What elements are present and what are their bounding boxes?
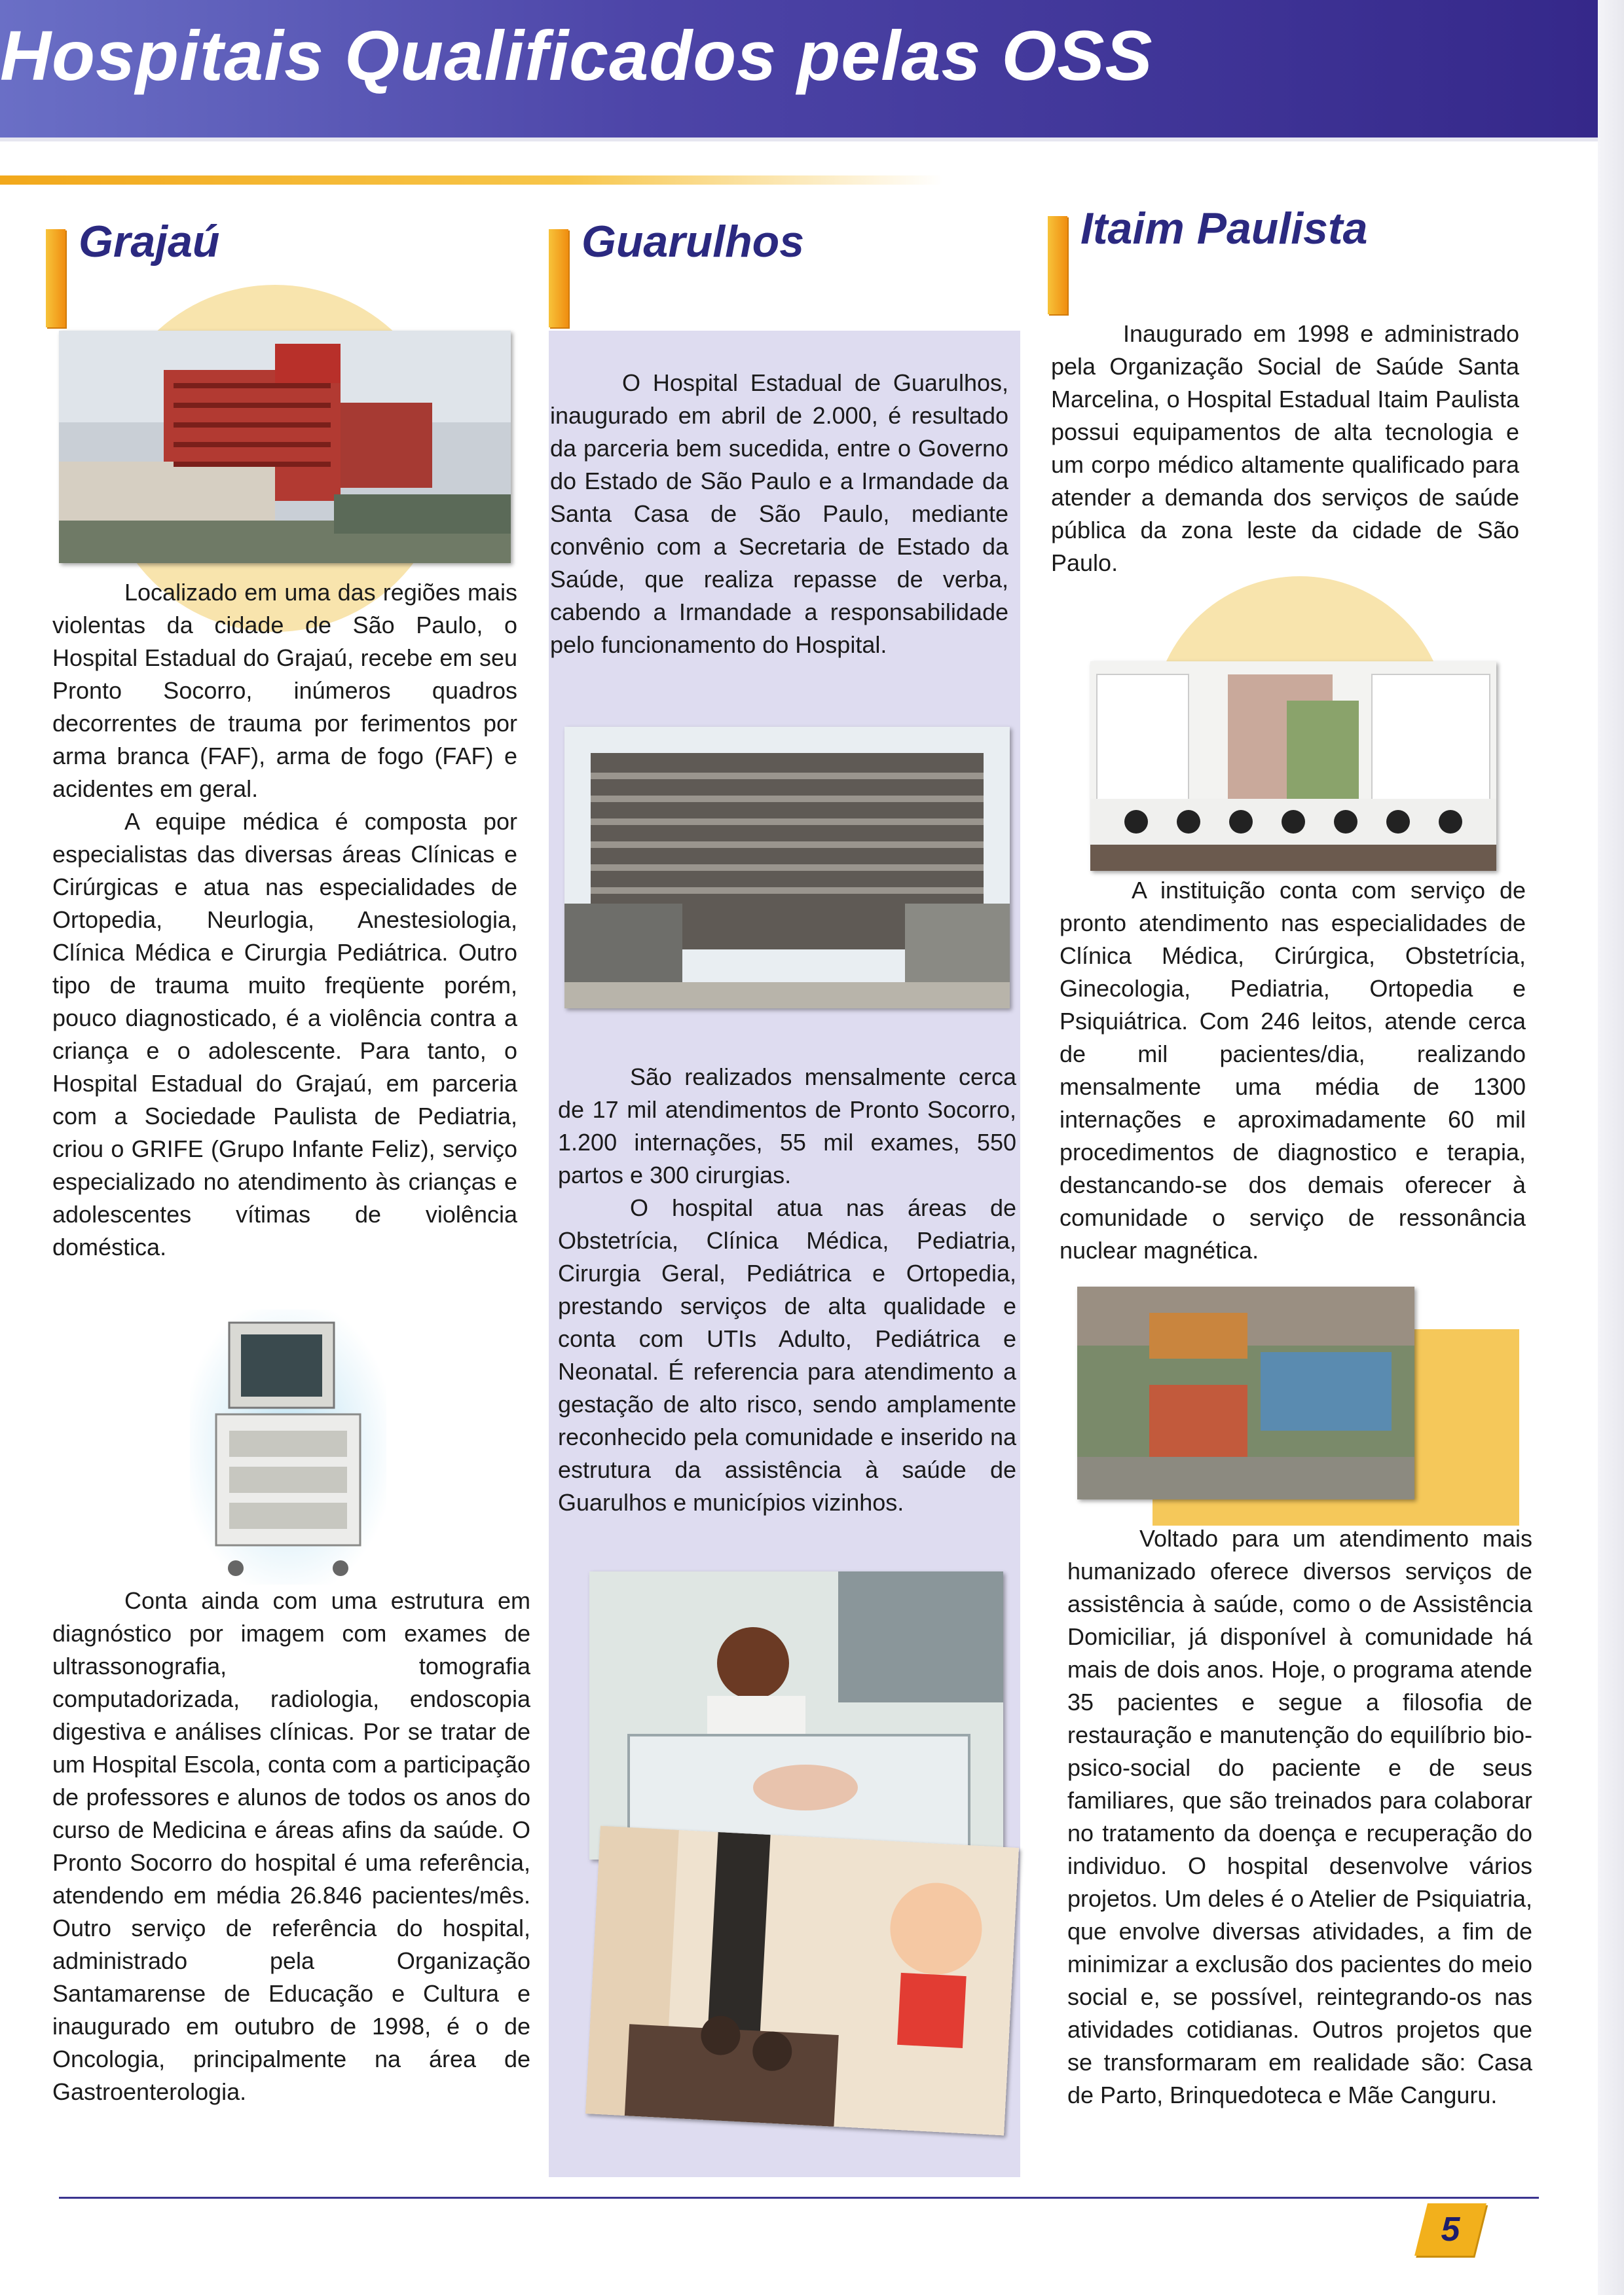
paragraph: São realizados mensalmente cerca de 17 mil atendimentos de Pronto Socorro, 1.200 internações, 55 mil exames, 550 partos e 300 cirurgias. bbox=[558, 1063, 1016, 1188]
itaim-text-2 bbox=[1060, 874, 1526, 1267]
guarulhos-text-1 bbox=[550, 367, 1008, 661]
itaim-header bbox=[1048, 203, 1532, 314]
guarulhos-header bbox=[549, 216, 1027, 327]
footer-rule bbox=[59, 2197, 1539, 2199]
guarulhos-section bbox=[549, 216, 1027, 327]
hospital-building-icon bbox=[564, 727, 1010, 1008]
pediatric-room-photo bbox=[585, 1826, 1019, 2136]
paragraph: O hospital atua nas áreas de Obstetrícia, Clínica Médica, Pediatria, Cirurgia Geral, Pediátrica e Ortopedia, prestando serviços de alta qualidade e conta com UTIs Adulto, Pediátrica e Neonatal. É referencia para atendimento a gestação de alto risco, sendo amplamente reconhecido pela comunidade e inserido na estrutura da assistência à saúde de Guarulhos e municípios vizinhos. bbox=[558, 1194, 1016, 1516]
page-number: 5 bbox=[1441, 2211, 1460, 2249]
itaim-text-1 bbox=[1051, 318, 1519, 579]
page-title: Hospitais Qualificados pelas OSS bbox=[0, 16, 1153, 95]
section-marker bbox=[549, 229, 568, 327]
grajau-text-2 bbox=[52, 1585, 530, 2108]
page-number-badge bbox=[1414, 2203, 1486, 2256]
page-edge bbox=[1598, 0, 1624, 2295]
paragraph: A equipe médica é composta por especialistas das diversas áreas Clínicas e Cirúrgicas e atua nas especialidades de Ortopedia, Neurlogia, Anestesiologia, Clínica Médica e Cirurgia Pediátrica. Outro tipo de trauma muito freqüente porém, pouco diagnosticado, é a violência contra a criança e o adolescente. Para tanto, o Hospital Estadual do Grajaú, em parceria com a Sociedade Paulista de Pediatria, criou o GRIFE (Grupo Infante Feliz), serviço especializado no atendimento às crianças e adolescentes vítimas de violência doméstica. bbox=[52, 808, 517, 1260]
incubator-icon bbox=[589, 1571, 1003, 1860]
medical-equipment-photo bbox=[190, 1310, 386, 1585]
grajau-text-1 bbox=[52, 576, 517, 1264]
itaim-section bbox=[1048, 203, 1532, 314]
itaim-text-3 bbox=[1067, 1522, 1532, 2112]
medical-monitor-icon bbox=[190, 1310, 386, 1585]
children-room-icon bbox=[585, 1826, 1019, 2136]
paragraph: A instituição conta com serviço de pronto atendimento nas especialidades de Clínica Médica, Cirúrgica, Obstetrícia, Ginecologia, Pediatria, Ortopedia e Psiquiátrica. Com 246 leitos, atende cerca de mil pacientes/dia, realizando mensalmente uma média de 1300 internações e aproximadamente 60 mil procedimentos de diagnostico e terapia, destancando-se dos demais oferecer à comunidade o serviço de ressonância nuclear magnética. bbox=[1060, 877, 1526, 1264]
hospital-building-icon bbox=[1090, 661, 1496, 871]
grajau-heading: Grajaú bbox=[79, 217, 220, 266]
itaim-aerial-photo bbox=[1077, 1287, 1414, 1499]
paragraph: O Hospital Estadual de Guarulhos, inaugurado em abril de 2.000, é resultado da parceria bem sucedida, entre o Governo do Estado de São Paulo e a Irmandade da Santa Casa de São Paulo, mediante convênio com a Secretaria de Estado da Saúde, que realiza repasse de verba, cabendo a Irmandade a responsabilidade pelo funcionamento do Hospital. bbox=[550, 369, 1008, 658]
paragraph: Conta ainda com uma estrutura em diagnóstico por imagem com exames de ultrassonografia, tomografia computadorizada, radiologia, endoscopia digestiva e análises clínicas. Por se tratar de um Hospital Escola, conta com a participação de professores e alunos de todos os anos do curso de Medicina e áreas afins da saúde. O Pronto Socorro do hospital é uma referência, atendendo em média 26.846 pacientes/mês. Outro serviço de referência do hospital, administrado pela Organização Santamarense de Educação e Cultura e inaugurado em outubro de 1998, é o de Oncologia, principalmente na área de Gastroenterologia. bbox=[52, 1587, 530, 2105]
grajau-hospital-photo bbox=[59, 331, 511, 563]
paragraph: Inaugurado em 1998 e administrado pela Organização Social de Saúde Santa Marcelina, o Hospital Estadual Itaim Paulista possui equipamentos de alta tecnologia e um corpo médico altamente qualificado para atender a demanda dos serviços de saúde pública da zona leste da cidade de São Paulo. bbox=[1051, 320, 1519, 576]
section-marker bbox=[46, 229, 65, 327]
guarulhos-heading: Guarulhos bbox=[581, 217, 805, 266]
page-header bbox=[0, 0, 1598, 141]
itaim-hospital-photo bbox=[1090, 661, 1496, 871]
aerial-campus-icon bbox=[1077, 1287, 1414, 1499]
neonatal-care-photo bbox=[589, 1571, 1003, 1860]
guarulhos-text-2 bbox=[558, 1061, 1016, 1519]
paragraph: Voltado para um atendimento mais humanizado oferece diversos serviços de assistência à saúde, como o de Assistência Domiciliar, já disponível à comunidade há mais de dois anos. Hoje, o programa atende 35 pacientes e segue a filosofia de restauração e manutenção do equilíbrio bio-psico-social do paciente e de seus familiares, que são treinados para colaborar no tratamento da doença e recuperação do individuo. O hospital desenvolve vários projetos. Um deles é o Atelier de Psiquiatria, que envolve diversas atividades, a fim de minimizar a exclusão dos pacientes do meio social e, se possível, reintegrando-os nas atividades cotidianas. Outros projetos que se transformaram em realidade são: Casa de Parto, Brinquedoteca e Mãe Canguru. bbox=[1067, 1525, 1532, 2108]
hospital-building-icon bbox=[59, 331, 511, 563]
itaim-heading: Itaim Paulista bbox=[1080, 204, 1368, 253]
paragraph: Localizado em uma das regiões mais violentas da cidade de São Paulo, o Hospital Estadual do Grajaú, recebe em seu Pronto Socorro, inúmeros quadros decorrentes de trauma por ferimentos por arma branca (FAF), arma de fogo (FAF) e acidentes em geral. bbox=[52, 579, 517, 802]
gold-divider bbox=[0, 175, 943, 185]
section-marker bbox=[1048, 216, 1067, 314]
guarulhos-hospital-photo bbox=[564, 727, 1010, 1008]
